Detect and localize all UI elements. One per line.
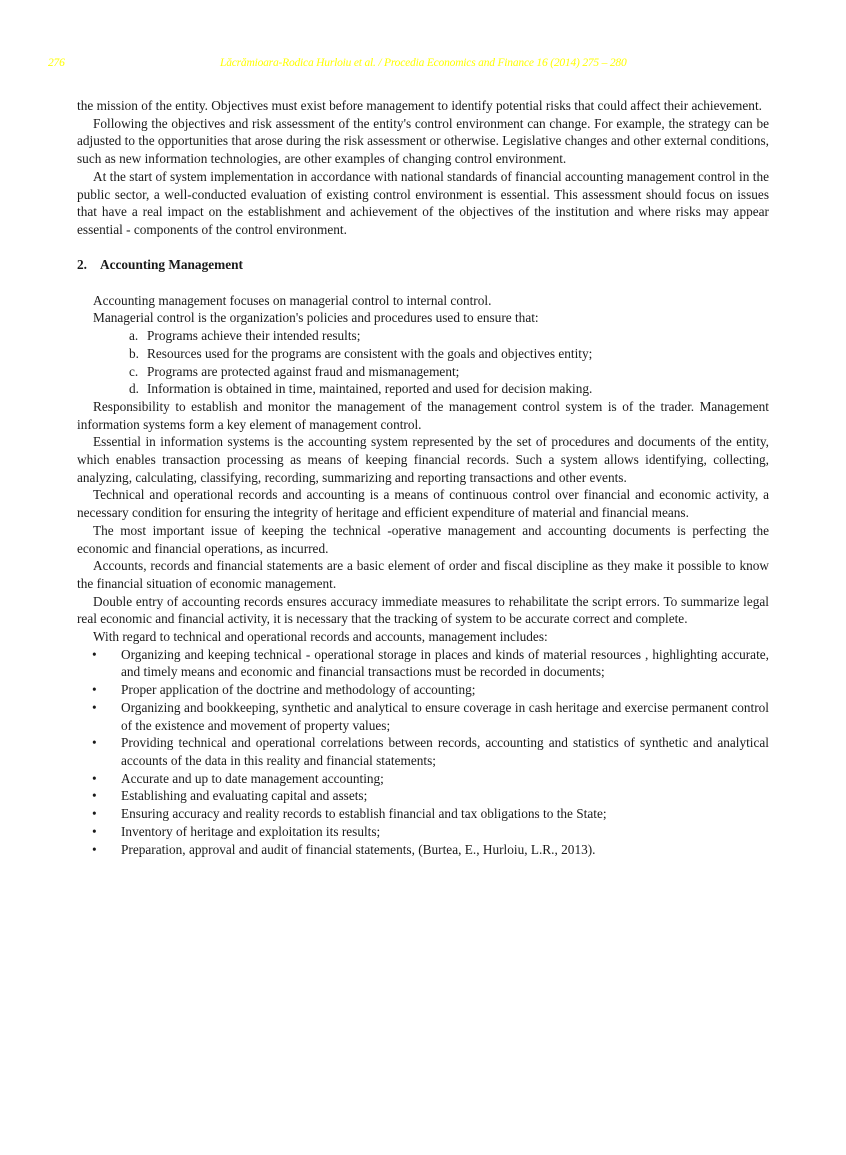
list-item [77,823,769,841]
section-heading [77,256,769,274]
list-item-text: Information is obtained in time, maintained, reported and used for decision making. [147,381,593,397]
list-marker: a. [129,328,139,344]
paragraph: Accounting management focuses on managerial control to internal control. [93,292,492,308]
bullet-icon: • [92,788,97,804]
bullet-icon: • [92,682,97,698]
list-item [77,787,769,805]
paragraph: At the start of system implementation in accordance with national standards of financial accounting management control in the public sector, a well-conducted evaluation of existing control environment is essential. This assessment should focus on issues that have a real impact on the establishment and achievement of the objectives of the institution and where risks may appear essential - components of the control environment. [77,168,769,237]
paragraph-continuation: the mission of the entity. Objectives must exist before management to identify potential risks that could affect their achievement. [77,98,762,113]
bullet-icon: • [92,823,97,839]
paragraph: Responsibility to establish and monitor the management of the management control system is of the trader. Management information systems form a key element of management control. [77,398,769,432]
paragraph: Essential in information systems is the accounting system represented by the set of procedures and documents of the entity, which enables transaction processing as means of keeping financial records. Such a system allows identifying, collecting, analyzing, calculating, classifying, recording, summarizing and reporting transactions and other events. [77,434,769,485]
paragraph: Double entry of accounting records ensures accuracy immediate measures to rehabilitate the script errors. To summarize legal real economic and financial activity, it is necessary that the tracking of system to be accurate correct and complete. [77,593,769,627]
list-item-text: Accurate and up to date management accounting; [121,770,384,786]
list-item-text: Providing technical and operational correlations between records, accounting and statistics of synthetic and analytical accounts of the data in this reality and financial statements; [121,735,769,768]
paragraph: Accounts, records and financial statements are a basic element of order and fiscal discipline as they make it possible to know the financial situation of economic management. [77,558,769,591]
bullet-icon: • [92,770,97,786]
list-item-text: Proper application of the doctrine and methodology of accounting; [121,682,476,698]
section-title: Accounting Management [100,257,243,273]
list-item [77,681,769,699]
alpha-list [77,327,769,398]
list-item-text: Resources used for the programs are consistent with the goals and objectives entity; [147,345,593,361]
running-header [0,57,846,73]
paragraph: Following the objectives and risk assessment of the entity's control environment can change. For example, the strategy can be adjusted to the opportunities that arose during the risk assessment or otherwise. Legislative changes and other external conditions, such as new information technologies, are other examples of changing control environment. [77,115,769,167]
journal-citation: Lăcrămioara-Rodica Hurloiu et al. / Procedia Economics and Finance 16 (2014) 275 – 280 [220,57,627,69]
page-number: 276 [48,57,65,69]
list-item [77,734,769,769]
list-item [77,345,769,363]
paragraph: With regard to technical and operational records and accounts, management includes: [93,629,548,645]
list-item [77,380,769,398]
list-marker: b. [129,345,139,361]
article-body [77,97,769,858]
list-marker: d. [129,381,139,397]
bullet-icon: • [92,735,97,751]
bullet-icon: • [92,699,97,715]
paragraph: The most important issue of keeping the technical -operative management and accounting documents is perfecting the economic and financial operations, as incurred. [77,522,769,556]
paragraph: Managerial control is the organization's policies and procedures used to ensure that: [93,310,539,326]
bullet-icon: • [92,806,97,822]
list-item [77,327,769,345]
list-marker: c. [129,363,139,379]
list-item [77,646,769,681]
list-item-text: Programs are protected against fraud and mismanagement; [147,363,460,379]
list-item-text: Ensuring accuracy and reality records to establish financial and tax obligations to the State; [121,806,607,822]
bullet-icon: • [92,646,97,662]
section-number: 2. [77,257,87,273]
list-item [77,699,769,734]
list-item [77,363,769,381]
list-item [77,805,769,823]
list-item [77,770,769,788]
list-item-text: Preparation, approval and audit of financial statements, (Burtea, E., Hurloiu, L.R., 2013). [121,841,596,857]
bullet-icon: • [92,841,97,857]
list-item-text: Programs achieve their intended results; [147,328,361,344]
list-item-text: Organizing and keeping technical - operational storage in places and kinds of material resources , highlighting accurate, and timely means and economic and financial transactions must be recorded in documents; [121,646,769,680]
list-item-text: Establishing and evaluating capital and assets; [121,788,368,804]
list-item-text: Organizing and bookkeeping, synthetic and analytical to ensure coverage in cash heritage and exercise permanent control of the existence and movement of property values; [121,699,769,733]
list-item-text: Inventory of heritage and exploitation its results; [121,823,381,839]
paragraph: Technical and operational records and accounting is a means of continuous control over financial and economic activity, a necessary condition for ensuring the integrity of heritage and efficient expenditure of material and financial means. [77,487,769,521]
bullet-list [77,646,769,858]
list-item [77,841,769,859]
